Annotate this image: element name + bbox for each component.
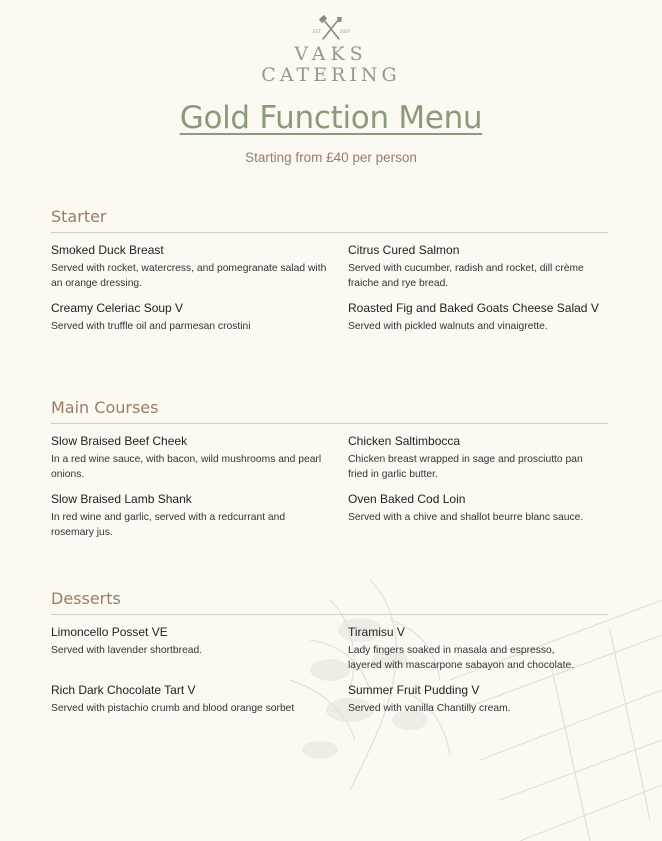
dish-name: Slow Braised Beef Cheek [51,434,188,448]
section-heading: Desserts [51,589,608,615]
section-desserts [51,589,608,716]
dish-item [348,492,608,540]
dish-description: Served with pickled walnuts and vinaigrette. [348,321,548,332]
dish-description: Lady fingers soaked in masala and espresso, layered with mascarpone sabayon and chocolate. [348,645,575,671]
price-subtitle: Starting from £40 per person [245,150,417,165]
dish-description: Served with lavender shortbread. [51,645,203,656]
dish-list [51,243,608,334]
dish-name: Rich Dark Chocolate Tart V [51,683,196,697]
dish-item [51,492,348,540]
dish-list [51,625,608,716]
dish-name: Chicken Saltimbocca [348,434,461,448]
dish-description: In a red wine sauce, with bacon, wild mushrooms and pearl onions. [51,454,322,480]
est-label: EST [313,29,321,34]
brand-logo [0,15,662,85]
section-main-courses [51,398,608,540]
dish-item [348,683,608,716]
dish-name: Smoked Duck Breast [51,243,164,257]
dish-description: Served with vanilla Chantilly cream. [348,703,511,714]
dish-item [51,434,348,482]
dish-description: Chicken breast wrapped in sage and prosciutto pan fried in garlic butter. [348,454,583,480]
dish-item [51,683,348,716]
dish-name: Roasted Fig and Baked Goats Cheese Salad V [348,301,599,315]
dish-item [348,434,608,482]
dish-description: Served with rocket, watercress, and pomegranate salad with an orange dressing. [51,263,327,289]
section-starter [51,207,608,334]
dish-description: Served with cucumber, radish and rocket, dill crème fraiche and rye bread. [348,263,584,289]
dish-name: Slow Braised Lamb Shank [51,492,192,506]
dish-list [51,434,608,540]
section-heading: Main Courses [51,398,608,424]
section-heading: Starter [51,207,608,233]
dish-item [51,625,348,673]
dish-item [51,301,348,334]
dish-item [348,301,608,334]
dish-description: Served with truffle oil and parmesan crostini [51,321,251,332]
brand-name-line1: VAKS [294,43,368,65]
dish-name: Creamy Celeriac Soup V [51,301,184,315]
page-title: Gold Function Menu [179,100,483,136]
dish-name: Oven Baked Cod Loin [348,492,466,506]
dish-item [51,243,348,291]
dish-name: Summer Fruit Pudding V [348,683,480,697]
brand-name-line2: CATERING [261,64,401,86]
dish-description: Served with a chive and shallot beurre blanc sauce. [348,512,584,523]
dish-name: Limoncello Posset VE [51,625,168,639]
dish-description: In red wine and garlic, served with a redcurrant and rosemary jus. [51,512,286,538]
est-year: 2007 [340,29,351,34]
dish-item [348,243,608,291]
dish-name: Tiramisu V [348,625,405,639]
dish-item [348,625,608,673]
crossed-utensils-icon [301,15,361,41]
dish-name: Citrus Cured Salmon [348,243,460,257]
dish-description: Served with pistachio crumb and blood orange sorbet [51,703,295,714]
